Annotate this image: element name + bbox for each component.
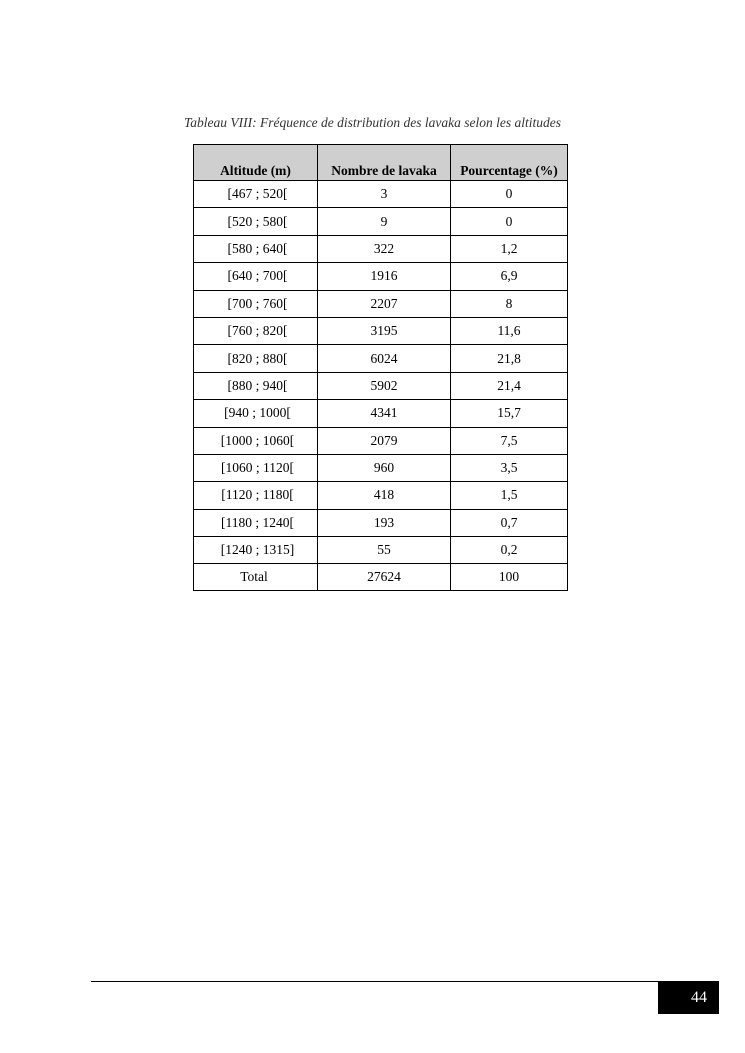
count-cell: 193 — [318, 509, 451, 536]
count-cell: 3 — [318, 181, 451, 208]
altitude-cell: [1060 ; 1120[ — [194, 454, 318, 481]
altitude-cell: [1120 ; 1180[ — [194, 482, 318, 509]
header-count: Nombre de lavaka — [318, 145, 451, 181]
table-row — [194, 235, 568, 262]
altitude-cell: [520 ; 580[ — [194, 208, 318, 235]
percent-cell: 3,5 — [451, 454, 568, 481]
table-row — [194, 509, 568, 536]
altitude-cell: [880 ; 940[ — [194, 372, 318, 399]
table-row — [194, 537, 568, 564]
count-cell: 960 — [318, 454, 451, 481]
count-cell: 2207 — [318, 290, 451, 317]
count-cell: 4341 — [318, 400, 451, 427]
total-label: Total — [194, 564, 318, 591]
header-altitude: Altitude (m) — [194, 145, 318, 181]
count-cell: 418 — [318, 482, 451, 509]
count-cell: 5902 — [318, 372, 451, 399]
altitude-cell: [940 ; 1000[ — [194, 400, 318, 427]
table-total-row — [194, 564, 568, 591]
table-row — [194, 317, 568, 344]
count-cell: 2079 — [318, 427, 451, 454]
total-count: 27624 — [318, 564, 451, 591]
altitude-cell: [820 ; 880[ — [194, 345, 318, 372]
percent-cell: 15,7 — [451, 400, 568, 427]
percent-cell: 0,7 — [451, 509, 568, 536]
table-caption: Tableau VIII: Fréquence de distribution des lavaka selon les altitudes — [183, 115, 562, 130]
table-row — [194, 181, 568, 208]
percent-cell: 0,2 — [451, 537, 568, 564]
count-cell: 6024 — [318, 345, 451, 372]
percent-cell: 21,8 — [451, 345, 568, 372]
percent-cell: 1,2 — [451, 235, 568, 262]
table-row — [194, 454, 568, 481]
table-row — [194, 400, 568, 427]
footer-rule — [91, 981, 719, 982]
count-cell: 3195 — [318, 317, 451, 344]
header-percent: Pourcentage (%) — [451, 145, 568, 181]
altitude-cell: [1240 ; 1315] — [194, 537, 318, 564]
percent-cell: 6,9 — [451, 263, 568, 290]
frequency-table — [193, 144, 568, 591]
altitude-cell: [1180 ; 1240[ — [194, 509, 318, 536]
count-cell: 9 — [318, 208, 451, 235]
table-row — [194, 372, 568, 399]
table-row — [194, 345, 568, 372]
altitude-cell: [467 ; 520[ — [194, 181, 318, 208]
percent-cell: 8 — [451, 290, 568, 317]
percent-cell: 11,6 — [451, 317, 568, 344]
count-cell: 55 — [318, 537, 451, 564]
table-row — [194, 263, 568, 290]
altitude-cell: [1000 ; 1060[ — [194, 427, 318, 454]
percent-cell: 7,5 — [451, 427, 568, 454]
percent-cell: 0 — [451, 181, 568, 208]
table-row — [194, 482, 568, 509]
percent-cell: 0 — [451, 208, 568, 235]
table-row — [194, 208, 568, 235]
count-cell: 322 — [318, 235, 451, 262]
total-percent: 100 — [451, 564, 568, 591]
altitude-cell: [760 ; 820[ — [194, 317, 318, 344]
table-row — [194, 290, 568, 317]
altitude-cell: [700 ; 760[ — [194, 290, 318, 317]
table-header-row — [194, 145, 568, 181]
altitude-cell: [580 ; 640[ — [194, 235, 318, 262]
altitude-cell: [640 ; 700[ — [194, 263, 318, 290]
count-cell: 1916 — [318, 263, 451, 290]
percent-cell: 1,5 — [451, 482, 568, 509]
percent-cell: 21,4 — [451, 372, 568, 399]
table-row — [194, 427, 568, 454]
page-number: 44 — [658, 982, 719, 1014]
